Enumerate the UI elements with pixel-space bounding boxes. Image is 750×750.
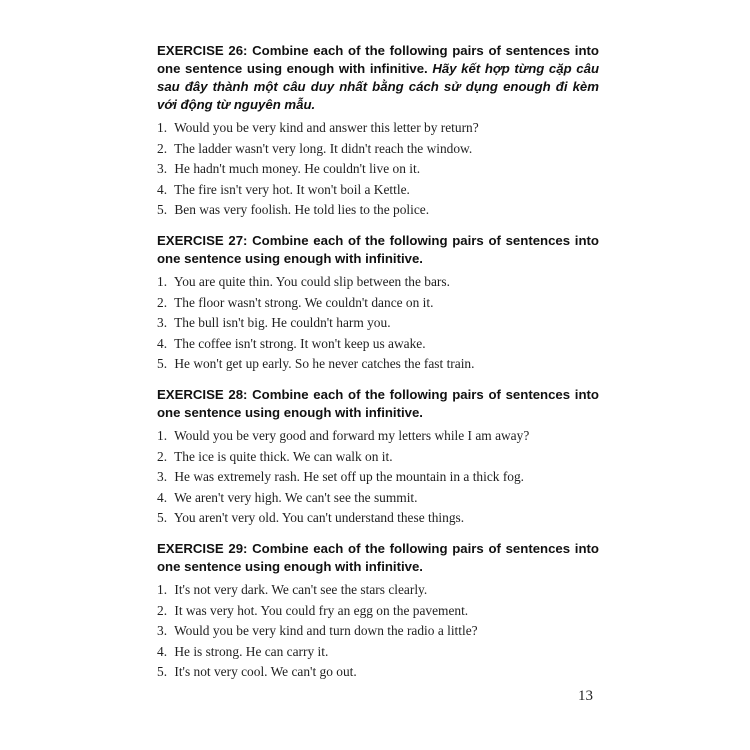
sentence-item (157, 272, 599, 293)
sentence-item (157, 139, 599, 160)
item-number: 1. (157, 427, 168, 443)
exercise-instruction: Combine each of the following pairs of sentences into one sentence using enough with infinitive. (157, 232, 599, 266)
item-text: It's not very dark. We can't see the stars clearly. (174, 581, 428, 597)
sentence-list (157, 118, 599, 221)
item-text: It's not very cool. We can't go out. (174, 664, 357, 680)
sentence-item (157, 642, 599, 663)
item-text: The bull isn't big. He couldn't harm you. (174, 315, 391, 331)
sentence-item (157, 508, 599, 529)
sentence-item (157, 426, 599, 447)
exercise-instruction: Combine each of the following pairs of sentences into one sentence using enough with infinitive. (157, 43, 599, 76)
item-number: 3. (157, 623, 168, 639)
exercise-heading (157, 42, 599, 114)
sentence-item (157, 200, 599, 221)
item-number: 5. (157, 664, 168, 680)
item-number: 2. (157, 448, 168, 464)
sentence-item (157, 488, 599, 509)
item-number: 4. (157, 643, 168, 659)
exercise-title: EXERCISE 26: (157, 43, 248, 58)
item-number: 5. (157, 202, 168, 218)
exercise-title: EXERCISE 28: (157, 386, 248, 402)
exercise-instruction: Combine each of the following pairs of sentences into one sentence using enough with infinitive. (157, 540, 599, 574)
sentence-item (157, 467, 599, 488)
item-text: The coffee isn't strong. It won't keep us awake. (174, 335, 426, 351)
item-text: We aren't very high. We can't see the summit. (174, 489, 418, 505)
sentence-list (157, 272, 599, 375)
item-text: He won't get up early. So he never catches the fast train. (174, 356, 475, 372)
exercise-title: EXERCISE 27: (157, 232, 248, 248)
sentence-item (157, 118, 599, 139)
exercise-26 (157, 42, 599, 221)
exercise-heading (157, 540, 599, 576)
sentence-item (157, 601, 599, 622)
sentence-item (157, 447, 599, 468)
exercise-29 (157, 540, 599, 683)
item-text: You aren't very old. You can't understand these things. (173, 510, 465, 526)
sentence-item (157, 354, 599, 375)
item-number: 4. (157, 335, 168, 351)
sentence-item (157, 580, 599, 601)
sentence-item (157, 334, 599, 355)
item-text: He is strong. He can carry it. (174, 643, 329, 659)
item-text: He hadn't much money. He couldn't live on it. (174, 161, 421, 177)
exercise-instruction: Combine each of the following pairs of sentences into one sentence using enough with infinitive. (157, 386, 599, 420)
item-text: Ben was very foolish. He told lies to the police. (174, 202, 430, 218)
item-text: The ice is quite thick. We can walk on it. (174, 448, 393, 464)
item-number: 1. (157, 120, 168, 135)
item-number: 2. (157, 294, 168, 310)
item-text: He was extremely rash. He set off up the mountain in a thick fog. (174, 469, 525, 485)
exercise-title: EXERCISE 29: (157, 540, 248, 556)
item-text: The fire isn't very hot. It won't boil a Kettle. (174, 181, 410, 197)
item-text: The ladder wasn't very long. It didn't reach the window. (174, 140, 473, 156)
item-number: 3. (157, 469, 168, 485)
sentence-item (157, 662, 599, 683)
page-number: 13 (578, 688, 593, 704)
item-text: It was very hot. You could fry an egg on the pavement. (174, 602, 469, 618)
sentence-item (157, 293, 599, 314)
item-number: 1. (157, 273, 168, 289)
item-number: 5. (157, 510, 168, 526)
sentence-item (157, 621, 599, 642)
document-page (157, 42, 599, 694)
item-number: 4. (157, 181, 168, 197)
sentence-item (157, 180, 599, 201)
item-text: Would you be very kind and answer this letter by return? (174, 120, 479, 135)
item-number: 1. (157, 581, 168, 597)
sentence-list (157, 426, 599, 529)
item-number: 4. (157, 489, 168, 505)
exercise-translation: Hãy kết hợp từng cặp câu sau đây thành một câu duy nhất bằng cách sử dụng enough đi kèm với động từ nguyên mẫu. (157, 61, 599, 112)
item-number: 3. (157, 315, 168, 331)
exercise-heading (157, 232, 599, 268)
item-number: 3. (157, 161, 168, 177)
item-text: The floor wasn't strong. We couldn't dance on it. (174, 294, 434, 310)
sentence-list (157, 580, 599, 683)
sentence-item (157, 313, 599, 334)
item-number: 5. (157, 356, 168, 372)
item-number: 2. (157, 140, 168, 156)
item-text: You are quite thin. You could slip between the bars. (173, 273, 450, 289)
sentence-item (157, 159, 599, 180)
item-text: Would you be very good and forward my letters while I am away? (174, 427, 530, 443)
exercise-heading (157, 386, 599, 422)
item-text: Would you be very kind and turn down the radio a little? (174, 623, 478, 639)
item-number: 2. (157, 602, 168, 618)
exercise-27 (157, 232, 599, 375)
exercise-28 (157, 386, 599, 529)
